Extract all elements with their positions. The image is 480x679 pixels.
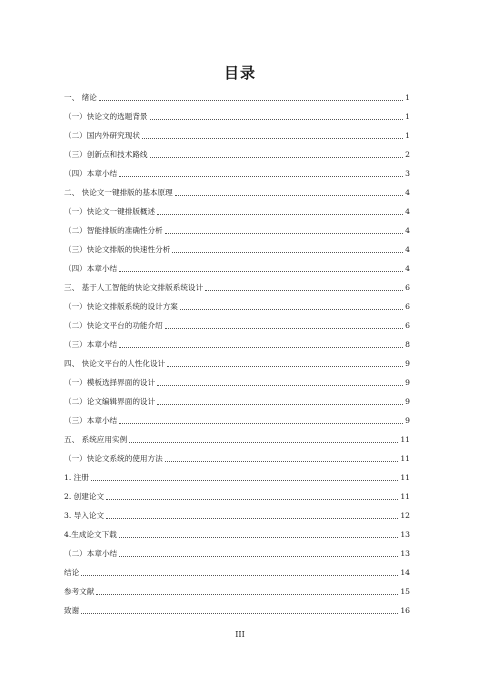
toc-entry-label: （三）创新点和技术路线 <box>64 150 148 159</box>
toc-entry <box>64 331 410 350</box>
toc-entry-label: 二、 快论文一键排版的基本原理 <box>64 188 173 197</box>
toc-entry-label: （四）本章小结 <box>64 169 118 178</box>
toc-entry <box>64 255 410 274</box>
toc-entry-label: 一、 绪论 <box>64 93 97 102</box>
toc-entry-label: 1. 注册 <box>64 473 89 482</box>
toc-entry-page: 13 <box>400 530 410 539</box>
toc-leader <box>96 594 398 595</box>
toc-entry-label: 4.生成论文下载 <box>64 530 117 539</box>
toc-entry <box>64 426 410 445</box>
toc-entry-label: （四）本章小结 <box>64 264 118 273</box>
toc-entry-label: 四、 快论文平台的人性化设计 <box>64 359 166 368</box>
toc-entry-page: 11 <box>400 473 410 482</box>
toc-entry <box>64 236 410 255</box>
toc-entry-page: 1 <box>405 93 410 102</box>
toc-entry-label: 2. 创建论文 <box>64 492 105 501</box>
toc-entry-label: 结论 <box>64 568 80 577</box>
toc-entry-label: （一）快论文的选题背景 <box>64 112 148 121</box>
toc-leader <box>81 575 398 576</box>
toc-entry-page: 9 <box>405 416 410 425</box>
toc-entry <box>64 312 410 331</box>
toc-entry-page: 11 <box>400 454 410 463</box>
toc-leader <box>175 195 403 196</box>
toc-entry <box>64 84 410 103</box>
toc-entry <box>64 122 410 141</box>
toc-leader <box>119 347 403 348</box>
toc-entry-page: 4 <box>405 188 410 197</box>
toc-entry <box>64 445 410 464</box>
toc-entry-page: 9 <box>405 359 410 368</box>
toc-entry-label: （二）快论文平台的功能介绍 <box>64 321 163 330</box>
toc-leader <box>167 366 403 367</box>
toc-entry <box>64 483 410 502</box>
toc-entry <box>64 160 410 179</box>
toc-entry-page: 3 <box>405 169 410 178</box>
toc-entry-page: 1 <box>405 131 410 140</box>
toc-entry-label: 五、 系统应用实例 <box>64 435 128 444</box>
toc-entry <box>64 578 410 597</box>
toc-entry <box>64 103 410 122</box>
toc-leader <box>119 176 403 177</box>
toc-entry-label: （二）本章小结 <box>64 549 118 558</box>
toc-leader <box>157 385 403 386</box>
toc-entry-label: （三）本章小结 <box>64 340 118 349</box>
toc-entry-label: （一）快论文排版系统的设计方案 <box>64 302 178 311</box>
toc-entry-label: （一）快论文系统的使用方法 <box>64 454 163 463</box>
toc-leader <box>142 138 403 139</box>
toc-entry-page: 9 <box>405 397 410 406</box>
toc-entry <box>64 388 410 407</box>
toc-entry-label: 致谢 <box>64 606 80 615</box>
toc-entry <box>64 464 410 483</box>
toc-list <box>64 84 410 616</box>
toc-entry-page: 9 <box>405 378 410 387</box>
toc-entry <box>64 502 410 521</box>
toc-entry-label: （二）智能排版的准确性分析 <box>64 226 163 235</box>
toc-entry <box>64 521 410 540</box>
toc-entry-page: 16 <box>400 606 410 615</box>
toc-entry <box>64 217 410 236</box>
toc-entry <box>64 407 410 426</box>
toc-leader <box>172 252 403 253</box>
toc-leader <box>150 157 404 158</box>
toc-leader <box>157 404 403 405</box>
toc-entry-label: （一）快论文一键排版概述 <box>64 207 156 216</box>
toc-entry <box>64 179 410 198</box>
toc-leader <box>129 442 398 443</box>
toc-entry-page: 1 <box>405 112 410 121</box>
toc-leader <box>150 119 404 120</box>
toc-leader <box>91 480 398 481</box>
toc-entry-page: 13 <box>400 549 410 558</box>
toc-leader <box>157 214 403 215</box>
toc-leader <box>99 100 403 101</box>
toc-entry <box>64 274 410 293</box>
toc-entry-page: 12 <box>400 511 410 520</box>
toc-entry-page: 11 <box>400 435 410 444</box>
toc-leader <box>119 271 403 272</box>
toc-leader <box>81 613 398 614</box>
toc-entry <box>64 369 410 388</box>
toc-entry <box>64 350 410 369</box>
toc-entry <box>64 293 410 312</box>
toc-leader <box>119 537 399 538</box>
toc-entry <box>64 559 410 578</box>
toc-leader <box>119 423 403 424</box>
toc-entry-page: 6 <box>405 283 410 292</box>
toc-entry-page: 4 <box>405 245 410 254</box>
toc-entry-label: （三）快论文排版的快速性分析 <box>64 245 171 254</box>
toc-entry-page: 11 <box>400 492 410 501</box>
toc-entry-page: 4 <box>405 207 410 216</box>
toc-entry-label: 3. 导入论文 <box>64 511 105 520</box>
toc-leader <box>165 461 399 462</box>
toc-leader <box>106 518 398 519</box>
toc-entry-label: 三、 基于人工智能的快论文排版系统设计 <box>64 283 204 292</box>
toc-entry <box>64 540 410 559</box>
toc-leader <box>165 328 403 329</box>
page-number-footer: III <box>235 630 245 639</box>
toc-entry <box>64 141 410 160</box>
toc-entry-page: 6 <box>405 321 410 330</box>
toc-entry-label: （二）论文编辑界面的设计 <box>64 397 156 406</box>
toc-entry-page: 2 <box>405 150 410 159</box>
toc-entry-label: （三）本章小结 <box>64 416 118 425</box>
toc-entry-page: 4 <box>405 264 410 273</box>
toc-entry-page: 15 <box>400 587 410 596</box>
toc-leader <box>106 499 398 500</box>
toc-title: 目录 <box>223 64 256 82</box>
toc-entry-label: （二）国内外研究现状 <box>64 131 140 140</box>
toc-leader <box>119 556 398 557</box>
toc-entry-label: （一）模板选择界面的设计 <box>64 378 156 387</box>
toc-entry-page: 4 <box>405 226 410 235</box>
toc-leader <box>180 309 403 310</box>
toc-entry-page: 14 <box>400 568 410 577</box>
toc-entry <box>64 198 410 217</box>
toc-leader <box>165 233 403 234</box>
toc-entry <box>64 597 410 616</box>
toc-entry-page: 6 <box>405 302 410 311</box>
toc-entry-label: 参考文献 <box>64 587 95 596</box>
toc-leader <box>205 290 403 291</box>
toc-entry-page: 8 <box>405 340 410 349</box>
